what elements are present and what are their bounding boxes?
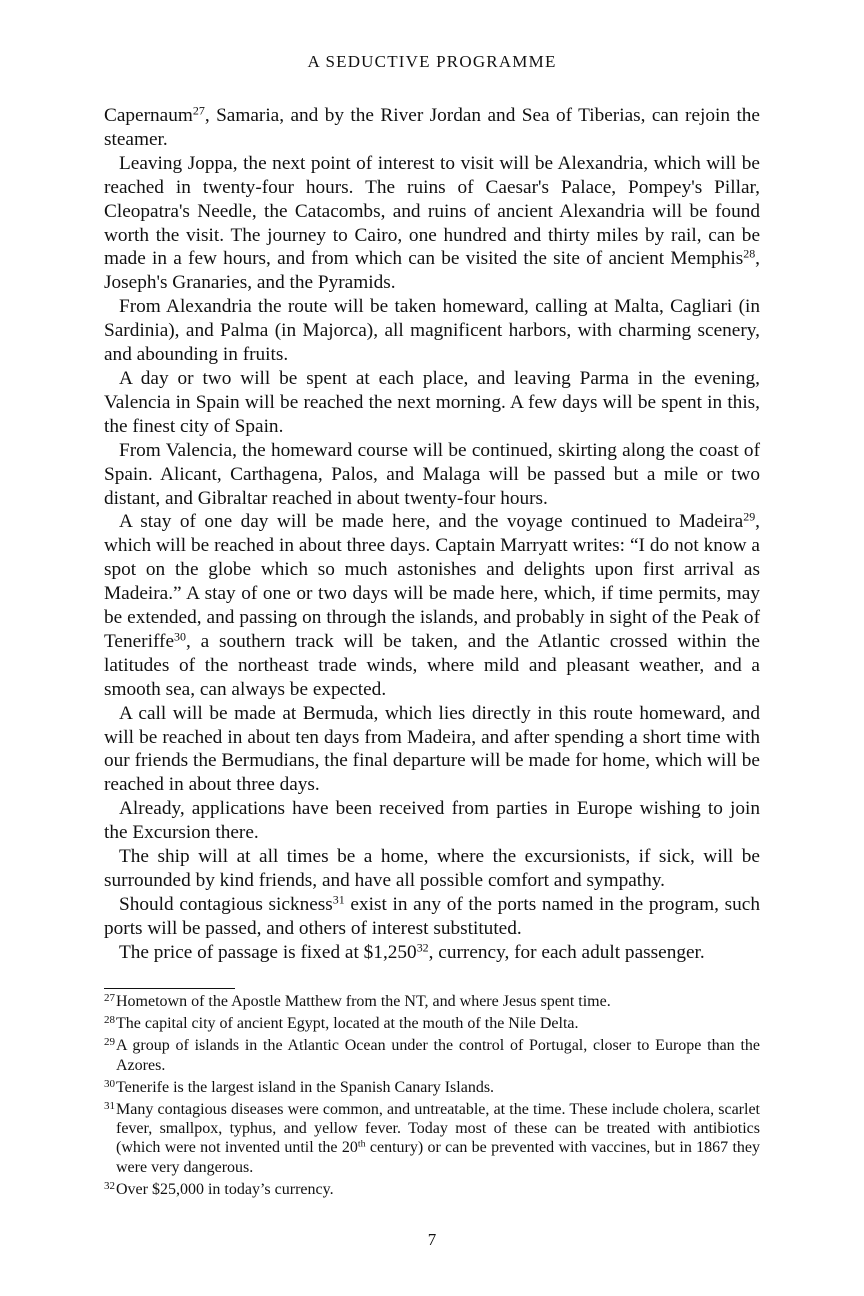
footnote [104,1014,760,1033]
text-run: Leaving Joppa, the next point of interest to visit will be Alexandria, which will be reached in twenty-four hours. The ruins of Caesar's Palace, Pompey's Pillar, Cleopatra's Needle, the Catacombs, and ruins of ancient Alexandria will be found worth the visit. The journey to Cairo, one hundred and thirty miles by rail, can be made in a few hours, and from which can be visited the site of ancient Memphis [104,152,760,270]
text-run: A call will be made at Bermuda, which lies directly in this route homeward, and will be reached in about ten days from Madeira, and after spending a short time with our friends the Bermudians, the final departure will be made for home, which will be reached in about three days. [104,702,760,796]
text-run: From Valencia, the homeward course will be continued, skirting along the coast of Spain. Alicant, Carthagena, Palos, and Malaga will be passed but a mile or two distant, and Gibraltar reached in about twenty-four hours. [104,439,760,509]
footnote-text [116,1180,760,1199]
paragraph [104,295,760,367]
text-run: Hometown of the Apostle Matthew from the NT, and where Jesus spent time. [116,993,611,1010]
footnote-text [116,1014,760,1033]
footnote-number: 32 [104,1179,115,1192]
text-run: Should contagious sickness [119,893,333,915]
text-run: Tenerife is the largest island in the Spanish Canary Islands. [116,1078,495,1096]
paragraph [104,367,760,439]
footnote-rule [104,988,235,989]
text-run: A day or two will be spent at each place, and leaving Parma in the evening, Valencia in Spain will be reached the next morning. A few days will be spent in this, the finest city of Spain. [104,367,760,437]
text-run: The price of passage is fixed at $1,250 [119,941,417,963]
footnote-number: 27 [104,992,115,1004]
footnote-ref: 32 [416,940,429,955]
footnote [104,1100,760,1177]
footnote-text [116,1100,760,1177]
paragraph [104,510,760,701]
footnote-text [116,1036,760,1074]
text-run: exist in any of the ports named in the program, such ports will be passed, and others of interest substituted. [104,893,760,939]
footnote-ref: 27 [192,103,205,118]
footnote [104,1180,760,1199]
text-run: , currency, for each adult passenger. [428,941,705,963]
text-run: A stay of one day will be made here, and the voyage continued to Madeira [119,511,744,533]
text-run: The capital city of ancient Egypt, located at the mouth of the Nile Delta. [116,1015,579,1033]
body-text [104,104,760,965]
footnote-ref: 31 [332,892,345,907]
running-head: A SEDUCTIVE PROGRAMME [307,52,557,71]
footnote-number: 31 [104,1100,115,1113]
footnotes [104,992,760,1202]
paragraph [104,152,760,295]
footnote-ref: 28 [743,246,756,261]
paragraph [104,104,760,152]
text-run: Already, applications have been received from parties in Europe wishing to join the Excursion there. [104,798,760,844]
text-run: , which will be reached in about three days. Captain Marryatt writes: “I do not know a spot on the globe which so much astonishes and delights upon first arrival as Madeira.” A stay of one or two days will be made here, which, if time permits, may be extended, and passing on through the islands, and probably in sight of the Peak of Teneriffe [104,511,760,652]
text-run: , a southern track will be taken, and the Atlantic crossed within the latitudes of the northeast trade winds, where mild and pleasant weather, and a smooth sea, can always be expected. [104,630,760,700]
footnote-ref: 30 [174,629,186,644]
footnote-text [116,992,760,1011]
footnote [104,1036,760,1074]
text-run: Many contagious diseases were common, and untreatable, at the time. These include cholera, scarlet fever, smallpox, typhus, and yellow fever. Today most of these can be treated with antibiotics (which were not invented until the 20 [116,1101,760,1157]
text-run: Capernaum [104,105,193,126]
paragraph [104,797,760,845]
text-run: The ship will at all times be a home, where the excursionists, if sick, will be surrounded by kind friends, and have all possible comfort and sympathy. [104,846,760,891]
footnote-ref: th [357,1138,366,1150]
footnote-text [116,1078,760,1097]
text-run: Over $25,000 in today’s currency. [116,1180,334,1198]
paragraph [104,893,760,941]
text-run: century) or can be prevented with vaccines, but in 1867 they were very dangerous. [116,1139,761,1176]
footnote [104,992,760,1011]
text-run: , Samaria, and by the River Jordan and Sea of Tiberias, can rejoin the steamer. [104,105,760,150]
footnote-ref: 29 [743,509,756,524]
text-run: , Joseph's Granaries, and the Pyramids. [104,248,760,294]
footnote-number: 28 [104,1014,115,1027]
text-run: A group of islands in the Atlantic Ocean under the control of Portugal, closer to Europe than the Azores. [116,1037,760,1074]
text-run: From Alexandria the route will be taken homeward, calling at Malta, Cagliari (in Sardinia), and Palma (in Majorca), all magnificent harbors, with charming scenery, and abounding in fruits. [104,296,760,366]
page-number: 7 [427,1230,437,1249]
footnote-number: 29 [104,1036,115,1049]
footnote-number: 30 [104,1077,115,1090]
footnote [104,1078,760,1097]
paragraph [104,439,760,511]
paragraph [104,845,760,893]
paragraph [104,702,760,798]
paragraph [104,941,760,965]
